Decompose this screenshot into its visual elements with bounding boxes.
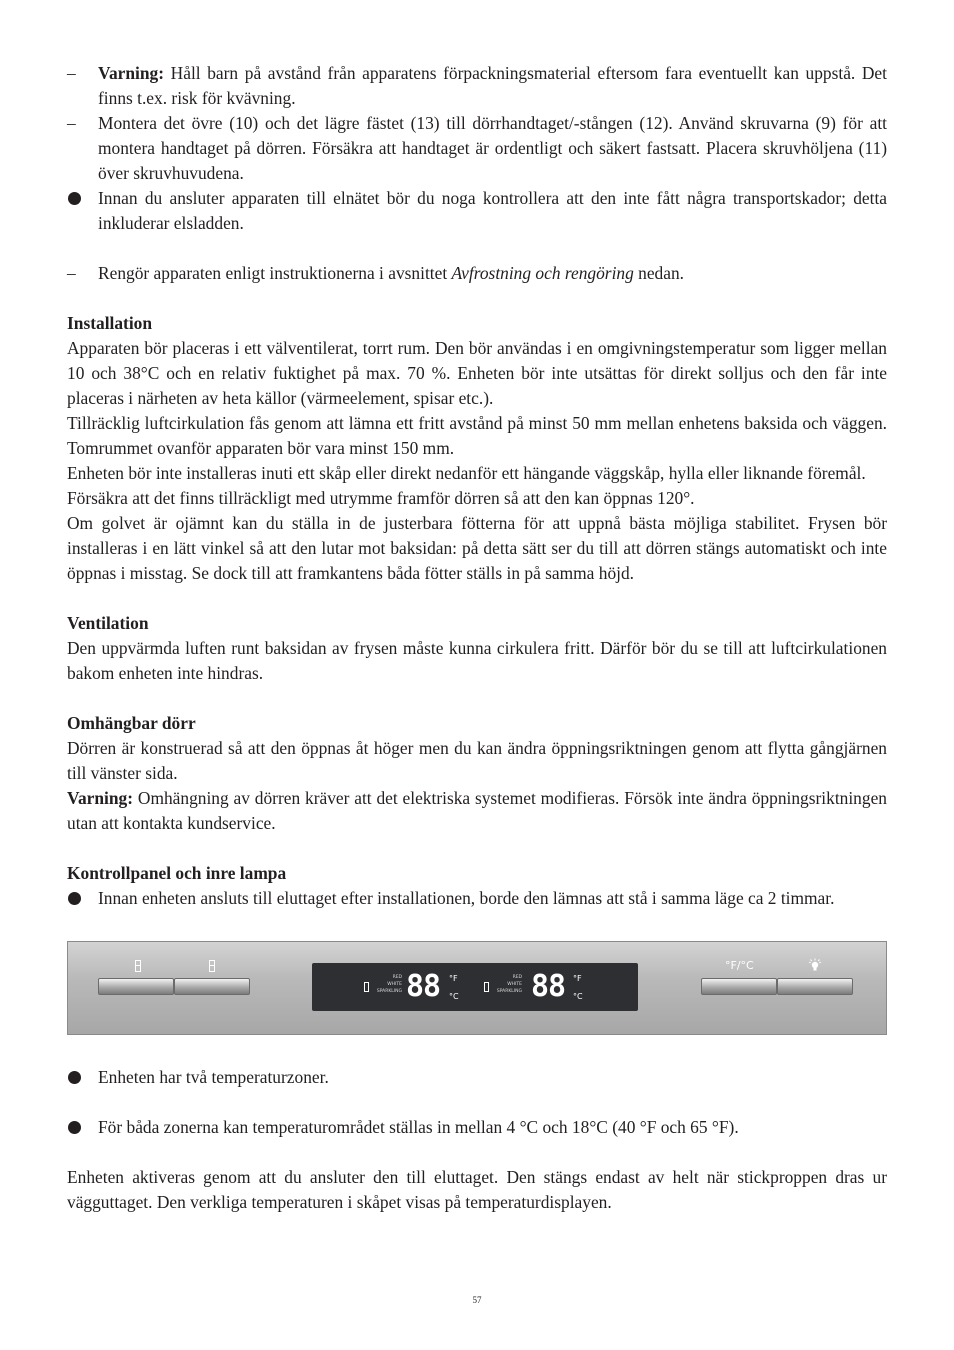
door-warning-paragraph	[67, 786, 887, 836]
ventilation-heading: Ventilation	[67, 613, 149, 633]
zone1-button	[98, 978, 174, 995]
door-warning-label: Varning:	[67, 788, 134, 808]
page-number: 57	[472, 1295, 482, 1305]
temperature-digits: 88	[406, 969, 441, 1004]
warning-label: Varning:	[98, 63, 165, 83]
warning-text: Håll barn på avstånd från apparatens förpackningsmaterial eftersom fara eventuellt kan uppstå. Det finns t.ex. risk för kvävning.	[98, 63, 887, 108]
installation-paragraph: Apparaten bör placeras i ett välventilerat, torrt rum. Den bör användas i en omgivningstemperatur som ligger mellan 10 och 38°C och en relativ fuktighet på max. 70 %. Enheten bör inte utsättas för direkt solljus och den får inte placeras i närheten av heta källor (värmeelement, spisar etc.).	[67, 338, 887, 408]
celsius-indicator: °C	[449, 992, 459, 1001]
bullet-icon	[68, 1121, 81, 1134]
warning-list-item	[67, 61, 887, 111]
installation-paragraph: Tillräcklig luftcirkulation fås genom att lämna ett fritt avstånd på minst 50 mm mellan enhetens baksida och väggen. Tomrummet ovanför apparaten bör vara minst 150 mm.	[67, 413, 887, 458]
temperature-display	[312, 963, 638, 1011]
installation-paragraph: Försäkra att det finns tillräckligt med utrymme framför dörren så att den kan öppnas 120°.	[67, 488, 695, 508]
installation-paragraph: Enheten bör inte installeras inuti ett skåp eller direkt nedanför ett hängande väggskåp, hylla eller liknande föremål.	[67, 463, 866, 483]
zone2-button	[174, 978, 250, 995]
fahrenheit-indicator: °F	[573, 974, 582, 983]
dash-marker: –	[67, 113, 76, 133]
bullet-icon	[68, 192, 81, 205]
zones-text: Enheten har två temperaturzoner.	[98, 1067, 329, 1087]
ventilation-paragraph: Den uppvärmda luften runt baksidan av frysen måste kunna cirkulera fritt. Därför bör du se till att luftcirkulationen bakom enheten inte hindras.	[67, 638, 887, 683]
installation-paragraph: Om golvet är ojämnt kan du ställa in de justerbara fötterna för att uppnå bästa möjliga stabilitet. Frysen bör installeras i en lätt vinkel så att den lutar mot baksidan: på detta sätt ser du till att dörren stängs automatiskt och inte öppnas i misstag. Se dock till att framkantens båda fötter ställs in på samma höjd.	[67, 513, 887, 583]
unit-toggle-button	[701, 978, 777, 995]
range-text: För båda zonerna kan temperaturområdet ställas in mellan 4 °C och 18°C (40 °F och 65 °F).	[98, 1117, 739, 1137]
door-heading: Omhängbar dörr	[67, 713, 196, 733]
cleaning-list-item	[67, 261, 887, 286]
door-warning-text: Omhängning av dörren kräver att det elektriska systemet modifieras. Försök inte ändra öppningsriktningen utan att kontakta kundservice.	[67, 788, 887, 833]
cleaning-text-before: Rengör apparaten enligt instruktionerna i avsnittet	[98, 263, 452, 283]
mode-labels: RED WHITE SPARKLING	[376, 975, 402, 994]
display-zone-right	[434, 971, 594, 1003]
control-bullet-item	[67, 886, 887, 911]
transport-bullet-item	[67, 186, 887, 236]
handle-list-item	[67, 111, 887, 186]
temperature-digits: 88	[531, 969, 566, 1004]
handle-text: Montera det övre (10) och det lägre fästet (13) till dörrhandtaget/-stången (12). Använd skruvarna (9) för att montera handtaget på dörren. Försäkra att handtaget är ordentligt och säkert fastsatt. Placera skruvhöljena (11) över skruvhuvudena.	[98, 113, 887, 183]
cleaning-text-after: nedan.	[633, 263, 685, 283]
activation-paragraph: Enheten aktiveras genom att du ansluter den till eluttaget. Den stängs endast av helt när stickproppen dras ur vägguttaget. Den verkliga temperaturen i skåpet visas på temperaturdisplayen.	[67, 1167, 887, 1212]
page-content	[67, 61, 887, 1215]
control-panel-heading: Kontrollpanel och inre lampa	[67, 863, 287, 883]
unit-toggle-label: °F/°C	[725, 959, 754, 972]
celsius-indicator: °C	[573, 992, 583, 1001]
zones-bullet-item	[67, 1065, 887, 1090]
installation-heading: Installation	[67, 313, 153, 333]
bullet-icon	[68, 1071, 81, 1084]
lightbulb-icon	[808, 958, 822, 975]
door-paragraph: Dörren är konstruerad så att den öppnas åt höger men du kan ändra öppningsriktningen genom att flytta gångjärnen till vänster sida.	[67, 738, 887, 783]
control-panel-image	[67, 941, 887, 1035]
fridge-icon	[135, 960, 141, 972]
transport-text: Innan du ansluter apparaten till elnätet bör du noga kontrollera att den inte fått några transportskador; detta inkluderar elsladden.	[98, 188, 887, 233]
light-button	[777, 978, 853, 995]
control-bullet-text: Innan enheten ansluts till eluttaget efter installationen, borde den lämnas att stå i samma läge ca 2 timmar.	[98, 888, 835, 908]
fridge-icon	[209, 960, 215, 972]
cleaning-section-reference: Avfrostning och rengöring	[451, 263, 634, 283]
bullet-icon	[68, 892, 81, 905]
fahrenheit-indicator: °F	[449, 974, 458, 983]
range-bullet-item	[67, 1115, 887, 1140]
dash-marker: –	[67, 263, 76, 283]
mode-labels: RED WHITE SPARKLING	[496, 975, 522, 994]
dash-marker: –	[67, 63, 76, 83]
